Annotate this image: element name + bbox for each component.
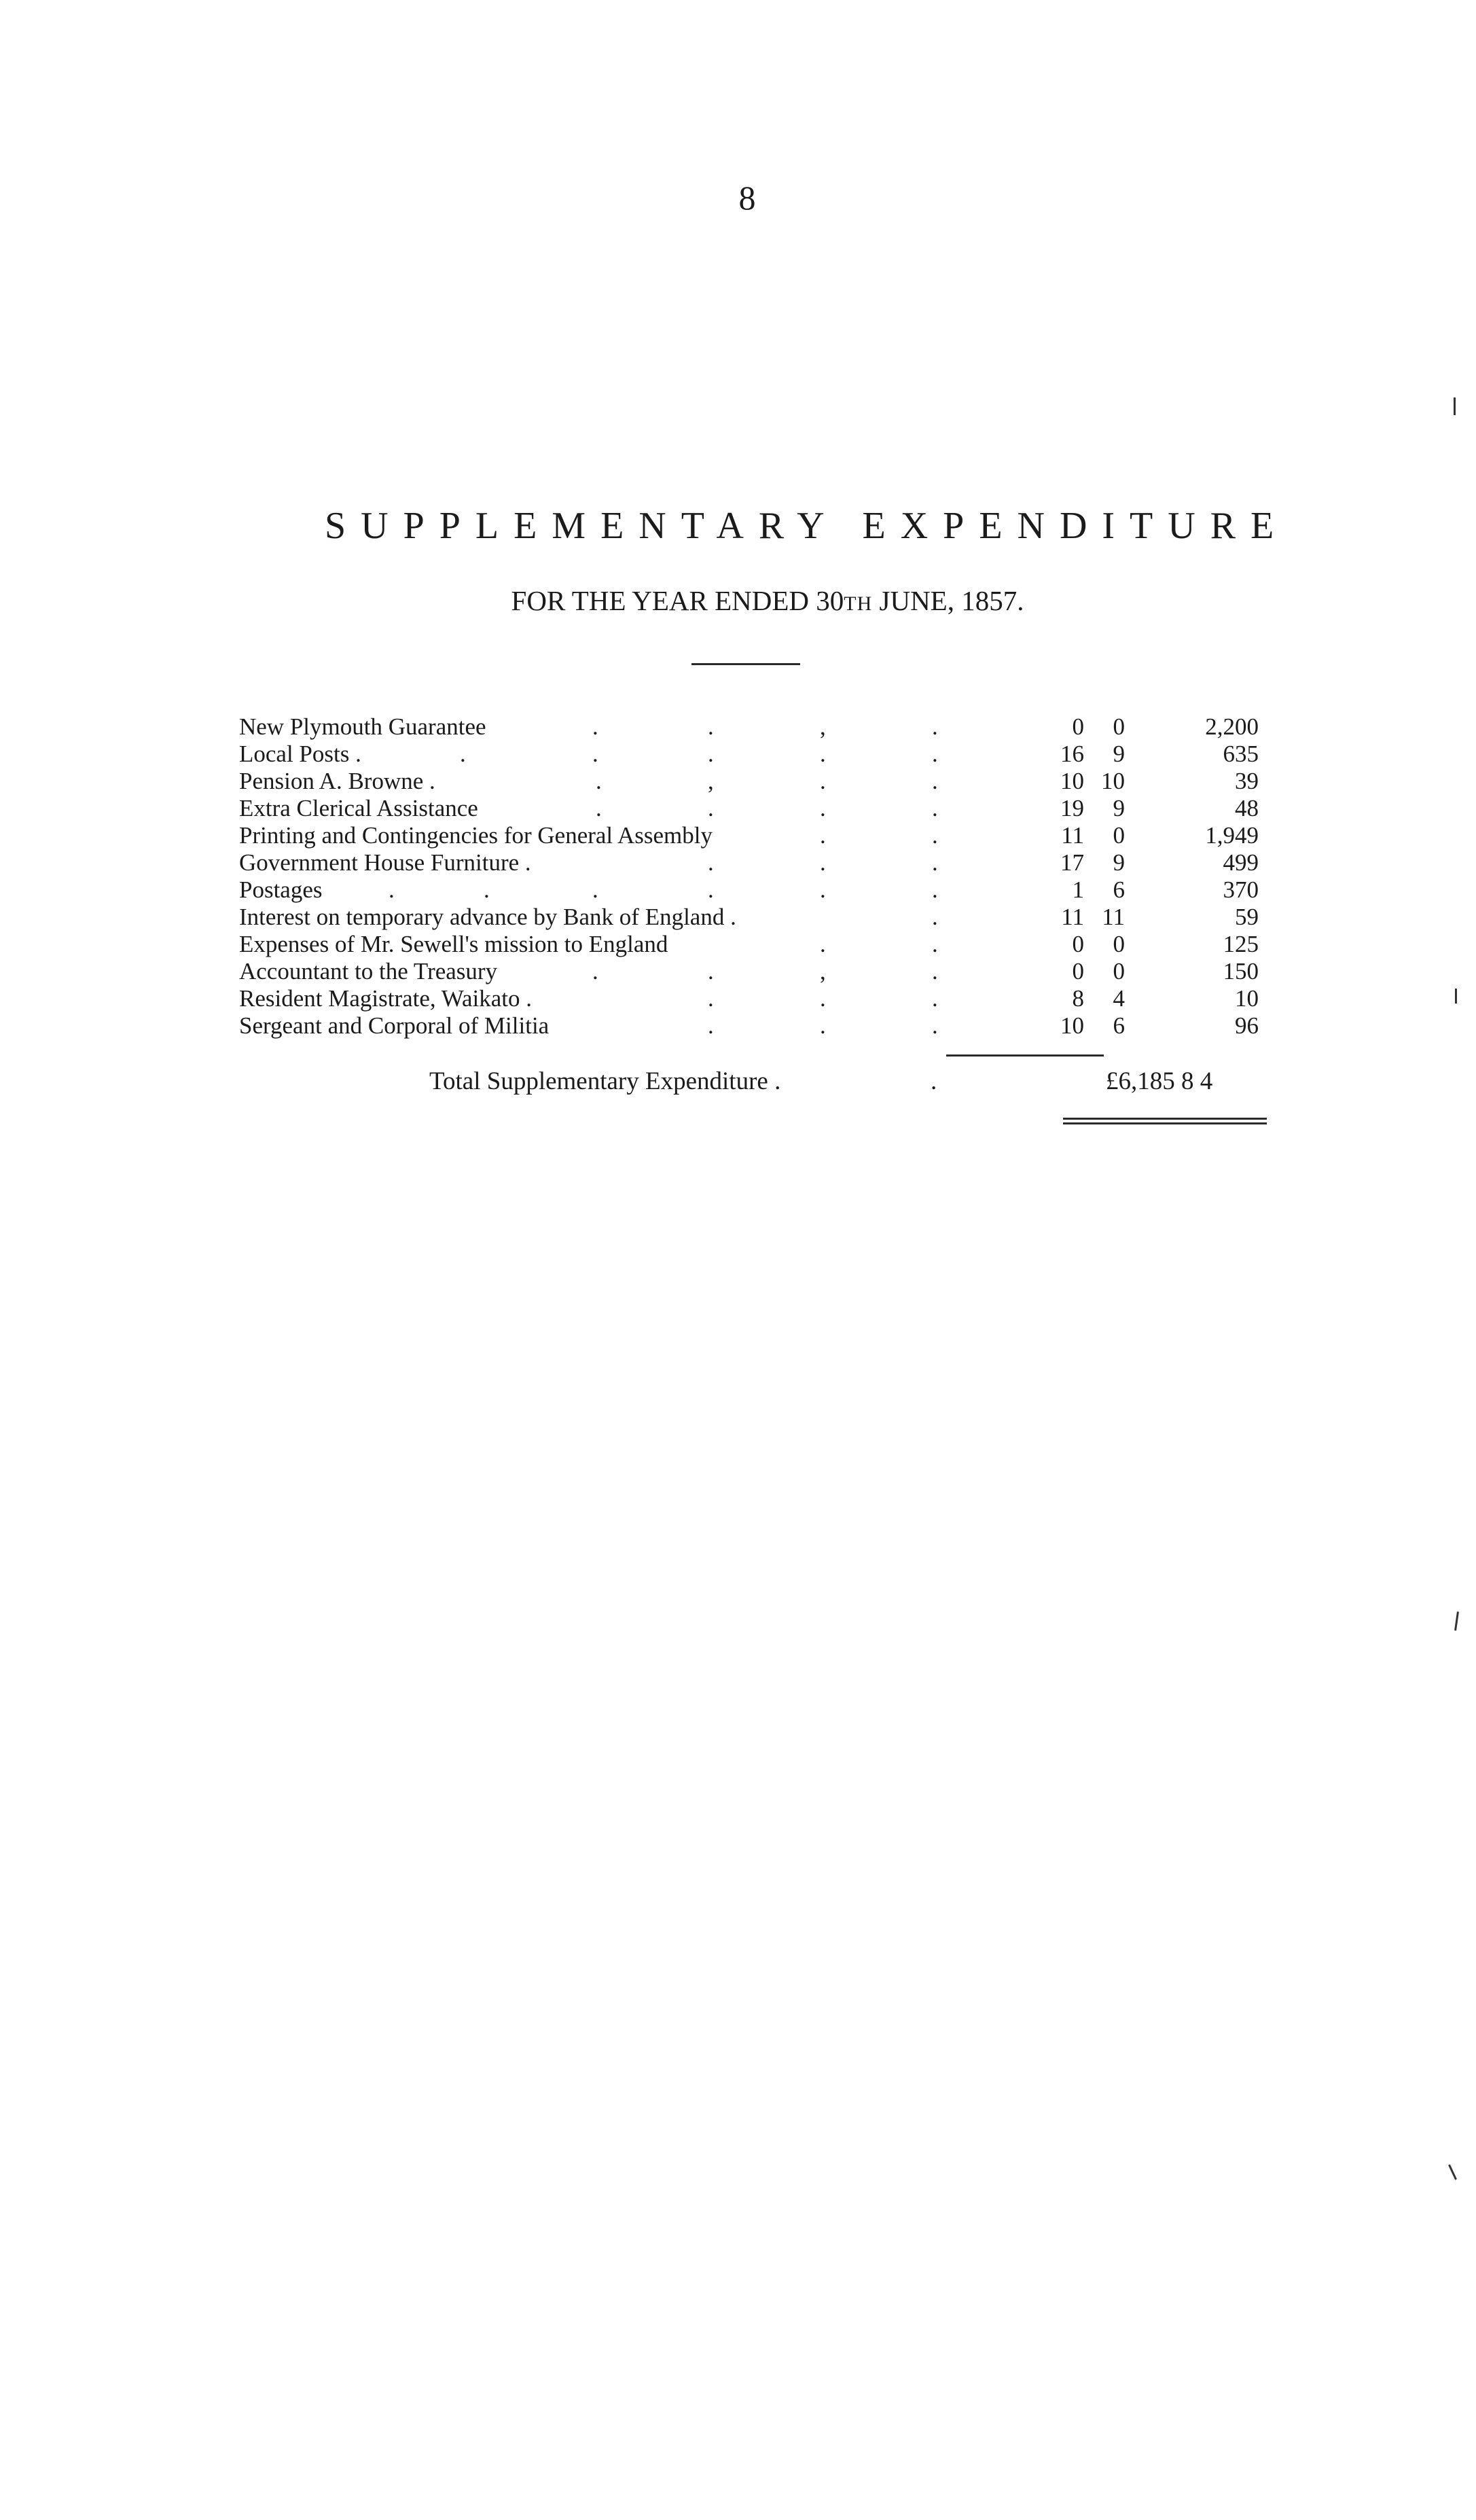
leader-dot: . — [708, 741, 714, 767]
leader-dot: . — [592, 958, 598, 984]
document-subtitle — [462, 584, 1073, 617]
item-pounds: 2,200 — [1205, 713, 1259, 740]
item-shillings: 8 — [1072, 985, 1084, 1012]
item-pence: 4 — [1113, 985, 1125, 1012]
document-title: SUPPLEMENTARY EXPENDITURE — [325, 505, 1289, 547]
leader-dot: , — [820, 958, 826, 984]
item-pounds: 1,949 — [1205, 822, 1259, 849]
item-pence: 9 — [1113, 849, 1125, 876]
item-shillings: 19 — [1060, 795, 1084, 821]
table-row — [239, 931, 1339, 958]
total-double-rule — [1063, 1118, 1267, 1124]
leader-dot: . — [389, 876, 395, 903]
leader-dot: . — [932, 904, 938, 930]
leader-dot: . — [820, 768, 826, 794]
item-label: Government House Furniture . — [239, 849, 531, 876]
total-amount: £6,185 8 4 — [1106, 1067, 1213, 1095]
leader-dot: . — [708, 1012, 714, 1039]
table-row — [239, 958, 1339, 985]
item-shillings: 10 — [1060, 1012, 1084, 1039]
total-row — [0, 1067, 1476, 1097]
subtitle-text-start: FOR THE YEAR ENDED 30 — [511, 585, 844, 616]
leader-dot: . — [932, 876, 938, 903]
item-pounds: 48 — [1235, 795, 1259, 821]
title-rule — [691, 663, 800, 665]
sum-rule — [946, 1054, 1104, 1057]
table-row — [239, 904, 1339, 931]
item-pounds: 10 — [1235, 985, 1259, 1012]
item-pounds: 125 — [1223, 931, 1259, 957]
item-pounds: 370 — [1223, 876, 1259, 903]
leader-dot: . — [932, 958, 938, 984]
leader-dot: . — [708, 795, 714, 821]
subtitle-text-end: JUNE, 1857. — [872, 585, 1024, 616]
item-label: Interest on temporary advance by Bank of England . — [239, 904, 736, 930]
item-shillings: 11 — [1061, 904, 1084, 930]
leader-dot: , — [708, 768, 714, 794]
leader-dot: . — [932, 741, 938, 767]
table-row — [239, 713, 1339, 741]
item-pence: 10 — [1101, 768, 1125, 794]
item-pence: 9 — [1113, 741, 1125, 767]
margin-mark — [1448, 2164, 1457, 2180]
item-label: Sergeant and Corporal of Militia — [239, 1012, 550, 1039]
leader-dot: . — [708, 849, 714, 876]
total-label: Total Supplementary Expenditure . — [429, 1067, 781, 1095]
leader-dot: , — [820, 713, 826, 740]
table-row — [239, 1012, 1339, 1040]
leader-dot: . — [932, 931, 938, 957]
leader-dot: . — [484, 876, 490, 903]
item-shillings: 16 — [1060, 741, 1084, 767]
page-number: 8 — [738, 179, 756, 217]
leader-dot: . — [708, 713, 714, 740]
item-pence: 0 — [1113, 822, 1125, 849]
table-row — [239, 822, 1339, 849]
margin-mark — [1455, 989, 1457, 1004]
leader-dot: . — [932, 795, 938, 821]
leader-dot: . — [932, 713, 938, 740]
leader-dot: . — [931, 1067, 937, 1095]
leader-dot: . — [820, 849, 826, 876]
item-pence: 0 — [1113, 958, 1125, 984]
item-label: Local Posts . — [239, 741, 361, 767]
item-pounds: 635 — [1223, 741, 1259, 767]
leader-dot: . — [460, 741, 466, 767]
leader-dot: . — [820, 1012, 826, 1039]
item-pence: 9 — [1113, 795, 1125, 821]
item-label: Printing and Contingencies for General Assembly — [239, 822, 713, 849]
item-pounds: 150 — [1223, 958, 1259, 984]
margin-mark — [1454, 1612, 1459, 1631]
item-pence: 6 — [1113, 876, 1125, 903]
leader-dot: . — [596, 768, 602, 794]
item-pence: 0 — [1113, 931, 1125, 957]
leader-dot: . — [596, 795, 602, 821]
item-shillings: 10 — [1060, 768, 1084, 794]
table-row — [239, 985, 1339, 1012]
item-pence: 11 — [1102, 904, 1125, 930]
item-label: Accountant to the Treasury — [239, 958, 498, 984]
table-row — [239, 876, 1339, 904]
margin-mark — [1454, 397, 1456, 415]
table-row — [239, 768, 1339, 795]
leader-dot: . — [820, 876, 826, 903]
subtitle-ordinal-suffix: TH — [844, 592, 873, 615]
item-pounds: 96 — [1235, 1012, 1259, 1039]
item-shillings: 1 — [1072, 876, 1084, 903]
leader-dot: . — [932, 1012, 938, 1039]
leader-dot: . — [592, 741, 598, 767]
leader-dot: . — [708, 876, 714, 903]
leader-dot: . — [708, 985, 714, 1012]
item-pounds: 499 — [1223, 849, 1259, 876]
item-pounds: 39 — [1235, 768, 1259, 794]
item-label: Pension A. Browne . — [239, 768, 435, 794]
item-shillings: 17 — [1060, 849, 1084, 876]
leader-dot: . — [932, 768, 938, 794]
table-row — [239, 741, 1339, 768]
leader-dot: . — [820, 985, 826, 1012]
table-row — [239, 849, 1339, 876]
item-pence: 0 — [1113, 713, 1125, 740]
item-shillings: 0 — [1072, 958, 1084, 984]
leader-dot: . — [708, 958, 714, 984]
item-shillings: 0 — [1072, 931, 1084, 957]
leader-dot: . — [932, 822, 938, 849]
leader-dot: . — [820, 741, 826, 767]
expenditure-table — [239, 713, 1339, 1040]
item-shillings: 0 — [1072, 713, 1084, 740]
table-row — [239, 795, 1339, 822]
leader-dot: . — [820, 822, 826, 849]
item-pounds: 59 — [1235, 904, 1259, 930]
item-label: New Plymouth Guarantee — [239, 713, 486, 740]
item-label: Expenses of Mr. Sewell's mission to England — [239, 931, 668, 957]
leader-dot: . — [592, 713, 598, 740]
leader-dot: . — [932, 849, 938, 876]
leader-dot: . — [820, 931, 826, 957]
leader-dot: . — [820, 795, 826, 821]
item-shillings: 11 — [1061, 822, 1084, 849]
leader-dot: . — [592, 876, 598, 903]
item-label: Extra Clerical Assistance — [239, 795, 478, 821]
item-pence: 6 — [1113, 1012, 1125, 1039]
leader-dot: . — [932, 985, 938, 1012]
item-label: Postages — [239, 876, 323, 903]
item-label: Resident Magistrate, Waikato . — [239, 985, 533, 1012]
